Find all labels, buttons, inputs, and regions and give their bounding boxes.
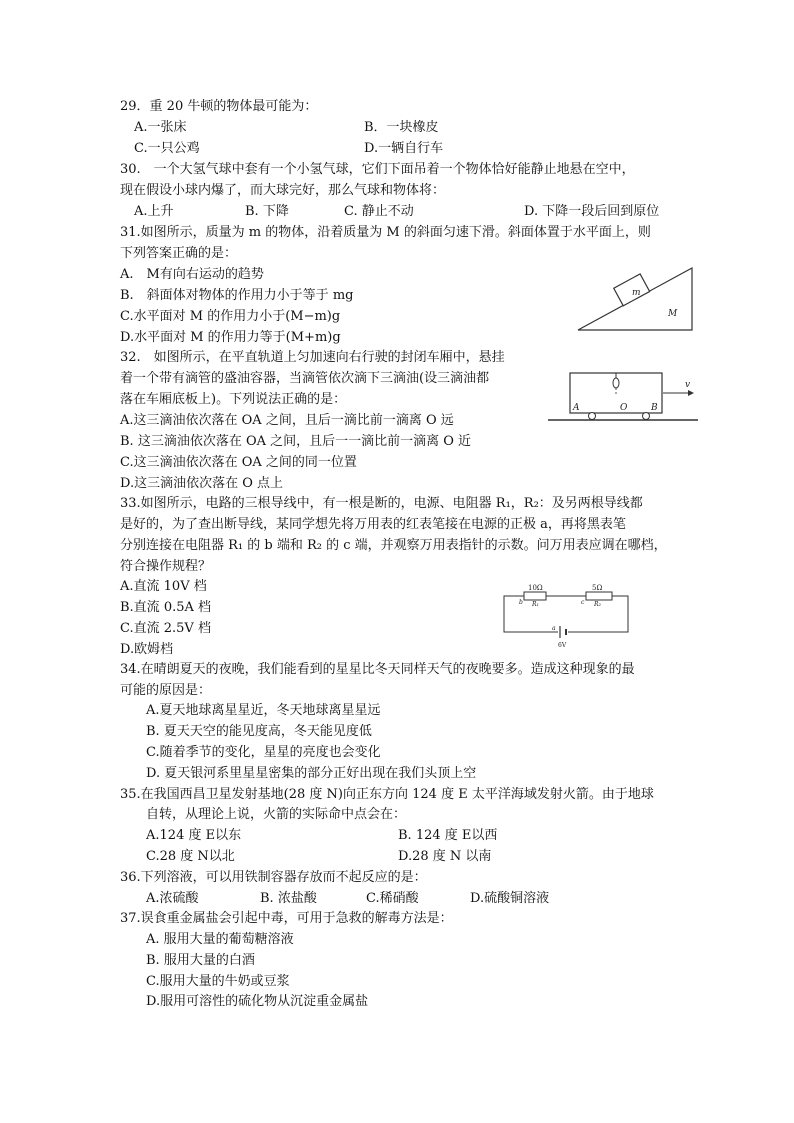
q31-option-c: C.水平面对 M 的作用力小于(M−m)g xyxy=(120,309,341,324)
label-m: m xyxy=(632,288,641,298)
q33-option-b: B.直流 0.5A 档 xyxy=(120,600,212,615)
r1-label: R₁ xyxy=(532,601,539,608)
q36-option-b: B. 浓盐酸 xyxy=(260,891,317,906)
q37-stem: 37.误食重金属盐会引起中毒，可用于急救的解毒方法是： xyxy=(120,911,453,926)
q35-stem-line1: 35.在我国西昌卫星发射基地(28 度 N)向正东方向 124 度 E 太平洋海域发射火箭。由于地球 xyxy=(120,787,654,802)
q31-stem-line2: 下列答案正确的是： xyxy=(120,246,238,261)
r2-label: R₂ xyxy=(594,601,601,608)
q29-option-a: A.一张床 xyxy=(134,120,187,135)
q33-stem-line4: 符合操作规程？ xyxy=(120,559,212,574)
q31-option-d: D.水平面对 M 的作用力等于(M+m)g xyxy=(120,330,341,345)
q36-stem: 36.下列溶液，可以用铁制容器存放而不起反应的是： xyxy=(120,870,427,885)
q29-option-d: D.一辆自行车 xyxy=(364,141,444,156)
wheel-left xyxy=(589,413,596,420)
q36-option-a: A.浓硫酸 xyxy=(146,891,199,906)
q30-option-b: B. 下降 xyxy=(245,204,289,219)
q30-stem-line1: 30. 一个大氢气球中套有一个小氢气球，它们下面吊着一个物体恰好能静止地悬在空中， xyxy=(120,162,635,177)
wheel-right xyxy=(643,413,650,420)
resistor-r2 xyxy=(586,592,612,600)
label-O: O xyxy=(620,403,628,413)
r2-value: 5Ω xyxy=(592,584,603,592)
q30-stem-line2: 现在假设小球内爆了，而大球完好，那么气球和物体将： xyxy=(120,183,446,198)
q36-option-c: C.稀硝酸 xyxy=(366,891,419,906)
q32-stem-line1: 32. 如图所示，在平直轨道上匀加速向右行驶的封闭车厢中，悬挂 xyxy=(120,350,505,365)
label-A: A xyxy=(573,403,580,413)
label-v: v xyxy=(685,380,691,390)
label-a: a xyxy=(552,625,556,632)
q32-carriage-figure xyxy=(540,368,700,424)
q37-option-b: B. 服用大量的白酒 xyxy=(146,953,255,968)
q33-stem-line2: 是好的，为了查出断导线，某同学想先将万用表的红表笔接在电源的正极 a，再将黑表笔 xyxy=(120,517,626,532)
q35-stem-line2: 自转，从理论上说，火箭的实际命中点会在： xyxy=(146,807,407,822)
q31-option-b: B. 斜面体对物体的作用力小于等于 mg xyxy=(120,288,354,303)
q34-option-b: B. 夏天天空的能见度高，冬天能见度低 xyxy=(146,724,372,739)
q34-option-d: D. 夏天银河系里星星密集的部分正好出现在我们头顶上空 xyxy=(146,766,477,781)
q31-option-a: A. M有向右运动的趋势 xyxy=(120,267,264,282)
q34-option-a: A.夏天地球离星星近，冬天地球离星星远 xyxy=(146,703,381,718)
q32-option-d: D.这三滴油依次落在 O 点上 xyxy=(120,476,284,491)
q33-stem-line3: 分别连接在电阻器 R₁ 的 b 端和 R₂ 的 c 端，并观察万用表指针的示数。问万用表应调在哪档， xyxy=(120,538,667,553)
q34-stem-line1: 34.在晴朗夏天的夜晚，我们能看到的星星比冬天同样天气的夜晚要多。造成这种现象的最 xyxy=(120,662,635,677)
q37-option-a: A. 服用大量的葡萄糖溶液 xyxy=(146,932,294,947)
q35-option-d: D.28 度 N 以南 xyxy=(398,849,492,864)
q32-stem-line3: 落在车厢底板上)。下列说法正确的是： xyxy=(120,392,347,407)
q33-option-a: A.直流 10V 档 xyxy=(120,579,207,594)
q37-option-d: D.服用可溶性的硫化物从沉淀重金属盐 xyxy=(146,994,369,1009)
q29-option-b: B．一块橡皮 xyxy=(364,120,439,135)
q35-option-b: B. 124 度 E以西 xyxy=(398,828,498,843)
q34-stem-line2: 可能的原因是： xyxy=(120,683,212,698)
q32-option-c: C.这三滴油依次落在 OA 之间的同一位置 xyxy=(120,455,357,470)
q37-option-c: C.服用大量的牛奶或豆浆 xyxy=(146,974,290,989)
q32-stem-line2: 着一个带有滴管的盛油容器，当滴管依次滴下三滴油(设三滴油都 xyxy=(120,371,490,386)
q35-option-c: C.28 度 N以北 xyxy=(146,849,235,864)
resistor-r1 xyxy=(524,592,546,600)
q30-option-a: A.上升 xyxy=(134,204,174,219)
q36-option-d: D.硫酸铜溶液 xyxy=(470,891,550,906)
label-c: c xyxy=(581,599,585,606)
q33-option-d: D.欧姆档 xyxy=(120,642,174,657)
oil-container xyxy=(613,378,619,388)
battery-voltage: 6V xyxy=(558,642,567,649)
q33-circuit-figure xyxy=(500,584,634,649)
q32-option-a: A.这三滴油依次落在 OA 之间，且后一滴比前一滴离 O 远 xyxy=(120,413,454,428)
q31-stem-line1: 31.如图所示，质量为 m 的物体，沿着质量为 M 的斜面匀速下滑。斜面体置于水平面上，则 xyxy=(120,225,651,240)
q34-option-c: C.随着季节的变化，星星的亮度也会变化 xyxy=(146,745,381,760)
q31-incline-figure xyxy=(570,262,700,334)
q30-option-c: C. 静止不动 xyxy=(344,204,414,219)
q33-stem-line1: 33.如图所示，电路的三根导线中，有一根是断的，电源、电阻器 R₁，R₂：及另两根导线都 xyxy=(120,496,643,511)
q29-option-c: C.一只公鸡 xyxy=(134,141,200,156)
q33-option-c: C.直流 2.5V 档 xyxy=(120,621,211,636)
q30-option-d: D. 下降一段后回到原位 xyxy=(524,204,660,219)
r1-value: 10Ω xyxy=(528,584,543,592)
label-B: B xyxy=(651,403,658,413)
label-b: b xyxy=(519,599,523,606)
label-M: M xyxy=(668,309,678,319)
q32-option-b: B. 这三滴油依次落在 OA 之间，且后一一滴比前一滴离 O 近 xyxy=(120,434,472,449)
q29-stem: 29．重 20 牛顿的物体最可能为： xyxy=(120,99,318,114)
q35-option-a: A.124 度 E以东 xyxy=(146,828,242,843)
